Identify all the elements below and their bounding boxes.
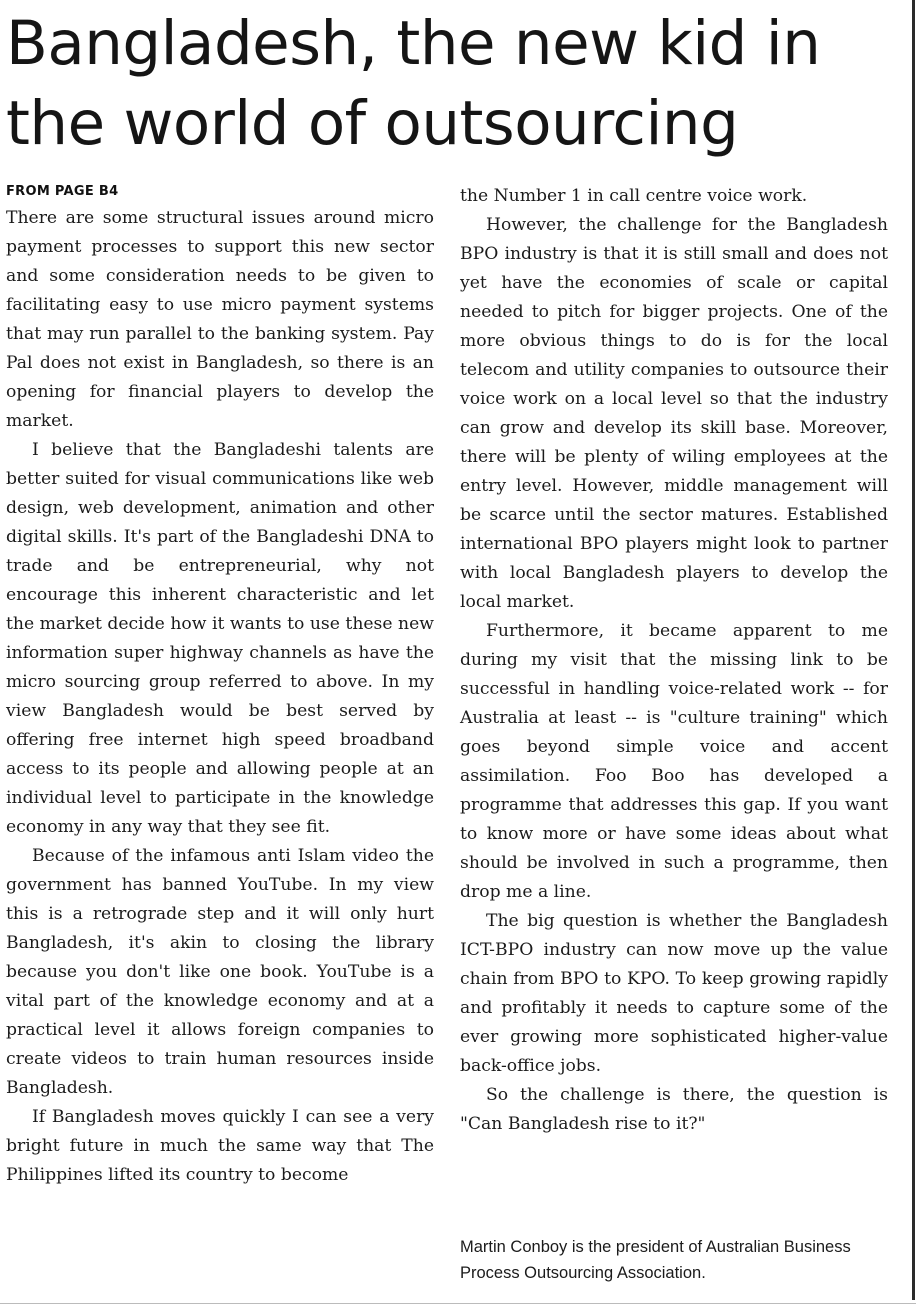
- right-column-body: [460, 182, 888, 1139]
- author-byline: Martin Conboy is the president of Australian Business Process Outsourcing Association.: [460, 1238, 851, 1282]
- paragraph: However, the challenge for the Bangladesh BPO industry is that it is still small and does not yet have the economies of scale or capital needed to pitch for bigger projects. One of the more obvious things to do is for the local telecom and utility companies to outsource their voice work on a local level so that the industry can grow and develop its skill base. Moreover, there will be plenty of wiling employees at the entry level. However, middle management will be scarce until the sector matures. Established international BPO players might look to partner with local Bangladesh players to develop the local market.: [460, 215, 888, 612]
- paragraph: Because of the infamous anti Islam video the government has banned YouTube. In my view this is a retrograde step and it will only hurt Bangladesh, it's akin to closing the library because you don't like one book. YouTube is a vital part of the knowledge economy and at a practical level it allows foreign companies to create videos to train human resources inside Bangladesh.: [6, 846, 434, 1098]
- paragraph: There are some structural issues around micro payment processes to support this new sector and some consideration needs to be given to facilitating easy to use micro payment systems that may run parallel to the banking system. Pay Pal does not exist in Bangladesh, so there is an opening for financial players to develop the market.: [6, 208, 434, 431]
- kicker: FROM PAGE B4: [6, 184, 119, 199]
- page-edge-rule: [912, 0, 915, 1300]
- paragraph: If Bangladesh moves quickly I can see a very bright future in much the same way that The Philippines lifted its country to become: [6, 1107, 434, 1185]
- paragraph: the Number 1 in call centre voice work.: [460, 186, 808, 206]
- left-column: [6, 180, 434, 1190]
- paragraph: I believe that the Bangladeshi talents are better suited for visual communications like web design, web development, animation and other digital skills. It's part of the Bangladeshi DNA to trade and be entrepreneurial, why not encourage this inherent characteristic and let the market decide how it wants to use these new information super highway channels as have the micro sourcing group referred to above. In my view Bangladesh would be best served by offering free internet high speed broadband access to its people and allowing people at an individual level to participate in the knowledge economy in any way that they see fit.: [6, 440, 434, 837]
- headline: Bangladesh, the new kid in the world of outsourcing: [6, 8, 821, 159]
- paragraph: Furthermore, it became apparent to me during my visit that the missing link to be successful in handling voice-related work -- for Australia at least -- is "culture training" which goes beyond simple voice and accent assimilation. Foo Boo has developed a programme that addresses this gap. If you want to know more or have some ideas about what should be involved in such a programme, then drop me a line.: [460, 621, 888, 902]
- page-bottom-rule: [0, 1303, 916, 1304]
- paragraph: The big question is whether the Bangladesh ICT-BPO industry can now move up the value chain from BPO to KPO. To keep growing rapidly and profitably it needs to capture some of the ever growing more sophisticated higher-value back-office jobs.: [460, 911, 888, 1076]
- right-column: [460, 182, 888, 1139]
- paragraph: So the challenge is there, the question is "Can Bangladesh rise to it?": [460, 1085, 888, 1134]
- left-column-body: [6, 204, 434, 1190]
